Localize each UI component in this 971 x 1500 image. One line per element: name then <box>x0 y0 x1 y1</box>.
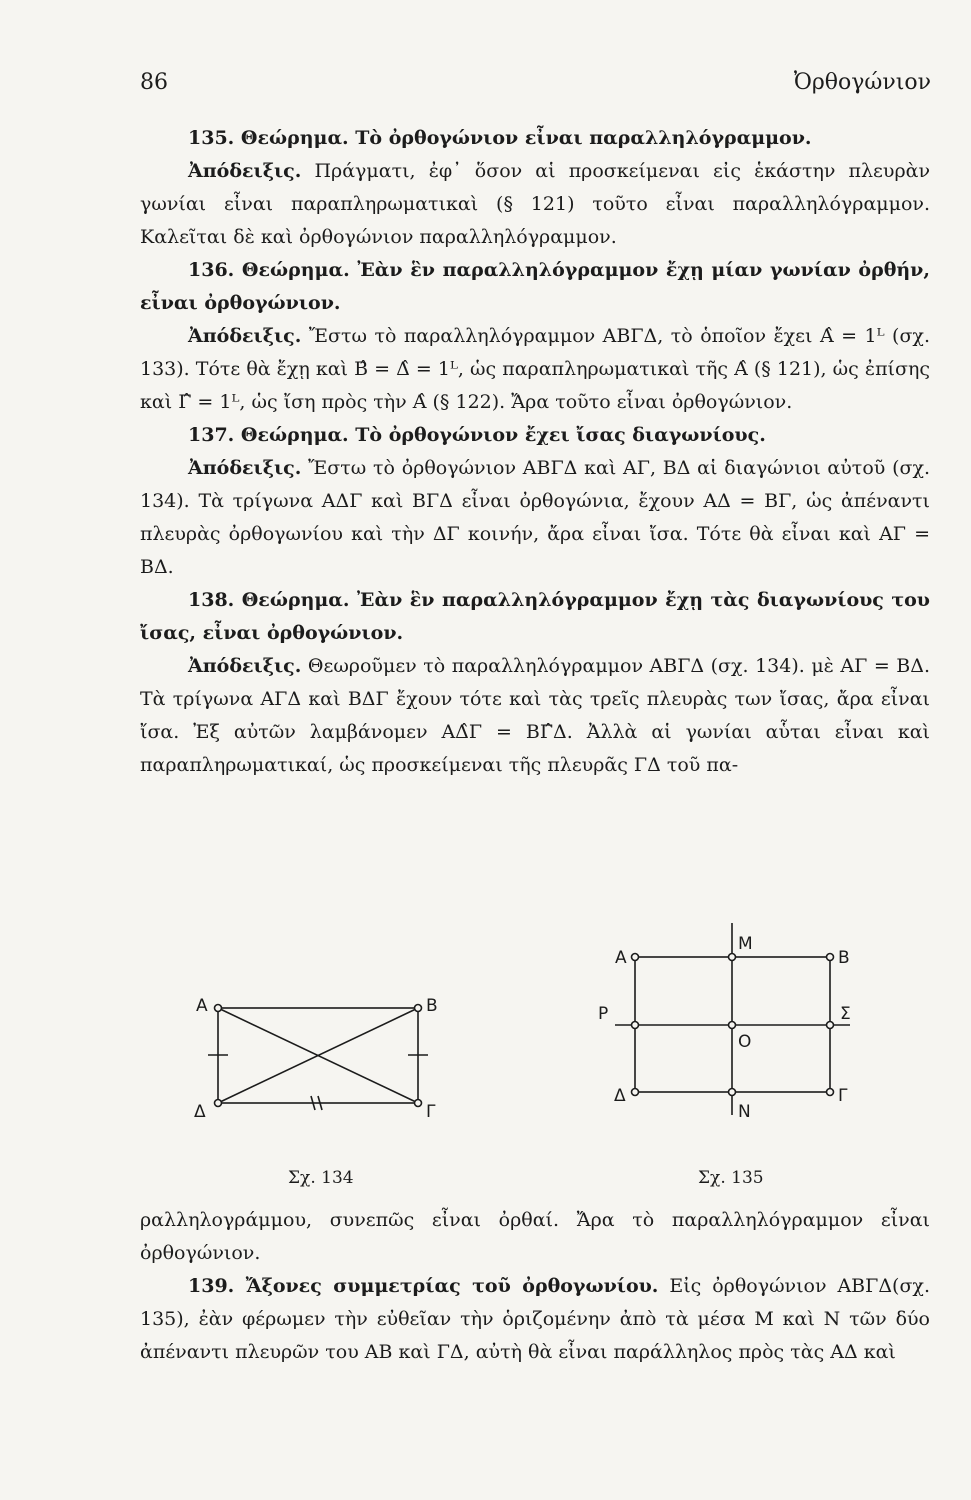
text-block-upper <box>140 122 930 782</box>
fig135-label-o: Ο <box>738 1032 752 1052</box>
fig135-label-b: Β <box>838 948 850 968</box>
fig134-label-b: Β <box>426 996 438 1016</box>
figure-svg <box>170 905 930 1195</box>
fig134-caption: Σχ. 134 <box>288 1168 354 1188</box>
fig135-label-n: Ν <box>738 1102 751 1122</box>
s138-proof: Ἀπόδειξις. Θεωροῦμεν τὸ παραλληλόγραμμον ΑΒΓΔ (σχ. 134). μὲ ΑΓ = ΒΔ. Τὰ τρίγωνα ΑΓΔ καὶ ΒΔΓ ἔχουν τότε καὶ τὰς τρεῖς πλευρὰς των ἴσας, ἄρα εἶναι ἴσα. Ἐξ αὐτῶν λαμβάνομεν ΑΔ̂Γ = ΒΓ̂Δ. Ἀλλὰ αἱ γωνίαι αὗται εἶναι καὶ παραπληρωματικαί, ὡς προσκείμεναι τῆς πλευρᾶς ΓΔ τοῦ πα- <box>140 655 930 776</box>
s137-title: 137. Θεώρημα. Τὸ ὀρθογώνιον ἔχει ἴσας διαγωνίους. <box>188 424 766 446</box>
fig135-label-p: Ρ <box>598 1004 609 1024</box>
fig135-label-d: Δ <box>614 1086 626 1106</box>
fig135-label-s: Σ <box>840 1004 851 1024</box>
s135-title: 135. Θεώρημα. Τὸ ὀρθογώνιον εἶναι παραλληλόγραμμον. <box>188 127 812 149</box>
s135-proof: Ἀπόδειξις. Πράγματι, ἐφ᾽ ὅσον αἱ προσκείμεναι εἰς ἑκάστην πλευρὰν γωνίαι εἶναι παραπληρωματικαὶ (§ 121) τοῦτο εἶναι παραλληλόγραμμον. Καλεῖται δὲ καὶ ὀρθογώνιον παραλληλόγραμμον. <box>140 160 930 248</box>
fig134-label-g: Γ <box>426 1102 436 1122</box>
page-number: 86 <box>140 70 168 95</box>
figure-134 <box>208 1005 428 1111</box>
fig135-label-g: Γ <box>838 1086 848 1106</box>
s139-paragraph: 139. Ἄξονες συμμετρίας τοῦ ὀρθογωνίου. Εἰς ὀρθογώνιον ΑΒΓΔ(σχ. 135), ἐὰν φέρωμεν τὴν εὐθεῖαν τὴν ὁριζομένην ἀπὸ τὰ μέσα Μ καὶ Ν τῶν δύο ἀπέναντι πλευρῶν του ΑΒ καὶ ΓΔ, αὐτὴ θὰ εἶναι παράλληλος πρὸς τὰς ΑΔ καὶ <box>140 1275 930 1363</box>
fig134-label-d: Δ <box>194 1102 206 1122</box>
fig134-label-a: Α <box>196 996 208 1016</box>
s136-proof: Ἀπόδειξις. Ἔστω τὸ παραλληλόγραμμον ΑΒΓΔ, τὸ ὁποῖον ἔχει Α̂ = 1ᴸ (σχ. 133). Τότε θὰ ἔχῃ καὶ Β̂ = Δ̂ = 1ᴸ, ὡς παραπληρωματικαὶ τῆς Α̂ (§ 121), ὡς ἐπίσης καὶ Γ̂ = 1ᴸ, ὡς ἴση πρὸς τὴν Α̂ (§ 122). Ἄρα τοῦτο εἶναι ὀρθογώνιον. <box>140 325 930 413</box>
s138-title: 138. Θεώρημα. Ἐὰν ἓν παραλληλόγραμμον ἔχῃ τὰς διαγωνίους του ἴσας, εἶναι ὀρθογώνιον. <box>140 589 930 644</box>
s136-title: 136. Θεώρημα. Ἐὰν ἓν παραλληλόγραμμον ἔχῃ μίαν γωνίαν ὀρθήν, εἶναι ὀρθογώνιον. <box>140 259 930 314</box>
figures <box>170 905 930 1195</box>
text-block-lower <box>140 1204 930 1369</box>
fig135-caption: Σχ. 135 <box>698 1168 764 1188</box>
s138-continuation: ραλληλογράμμου, συνεπῶς εἶναι ὀρθαί. Ἄρα τὸ παραλληλόγραμμον εἶναι ὀρθογώνιον. <box>140 1209 930 1264</box>
running-head: Ὀρθογώνιον <box>793 70 931 95</box>
figure-135 <box>615 923 850 1115</box>
fig135-label-m: Μ <box>738 934 753 954</box>
s137-proof: Ἀπόδειξις. Ἔστω τὸ ὀρθογώνιον ΑΒΓΔ καὶ ΑΓ, ΒΔ αἱ διαγώνιοι αὐτοῦ (σχ. 134). Τὰ τρίγωνα ΑΔΓ καὶ ΒΓΔ εἶναι ὀρθογώνια, ἔχουν ΑΔ = ΒΓ, ὡς ἀπέναντι πλευρὰς ὀρθογωνίου καὶ τὴν ΔΓ κοινήν, ἄρα εἶναι ἴσα. Τότε θὰ εἶναι καὶ ΑΓ = ΒΔ. <box>140 457 930 578</box>
fig135-label-a: Α <box>615 948 627 968</box>
